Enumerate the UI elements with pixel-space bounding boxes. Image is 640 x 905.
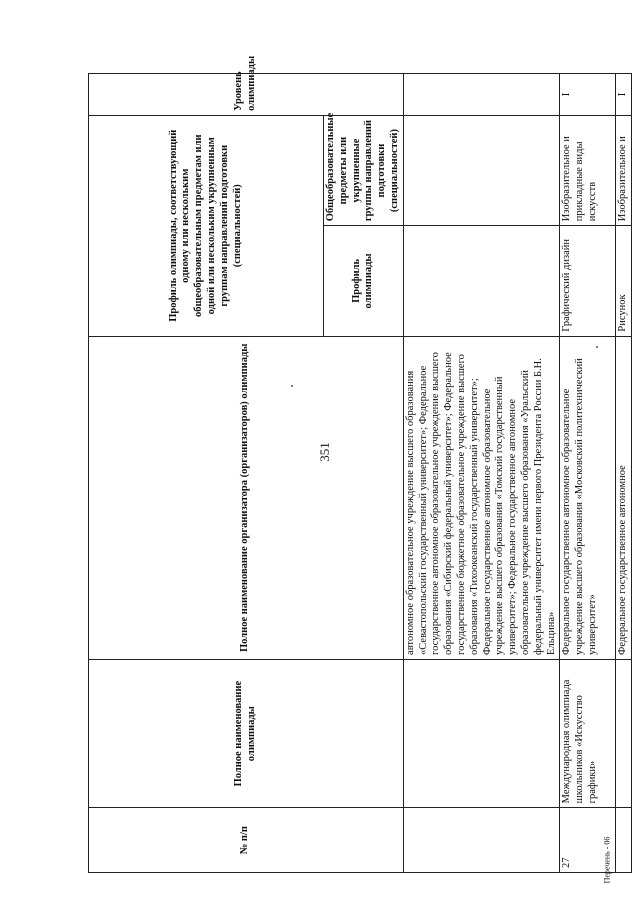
header-profile-group: Профиль олимпиады, соответствующий одному или нескольким общеобразовательным предметам или одной или нескольким укрупненным группам направлений подготовки (специальностей)	[89, 115, 324, 336]
table-row	[616, 74, 632, 873]
cell-organizer: автономное образовательное учреждение высшего образования «Севастопольский государственный университет»; Федеральное государственное автономное образовательное учреждение высшего образования «Сибирский федеральный университет»; Федеральное государственное бюджетное образовательное учреждение высшего образования «Тихоокеанский государственный университет»; Федеральное государственное автономное образовательное учреждение высшего образования «Томский государственный университет»; Федеральное государственное автономное образовательное учреждение высшего образования «Уральский федеральный университет имени первого Президента России Б.Н. Ельцина»	[403, 336, 560, 659]
cell-name	[403, 659, 560, 807]
cell-number	[403, 808, 560, 873]
header-number: № п/п	[89, 808, 404, 873]
header-profile: Профиль олимпиады	[324, 226, 404, 336]
olympiad-table	[88, 55, 632, 873]
cell-number: 27	[560, 808, 616, 873]
cell-number	[616, 808, 632, 873]
table-row	[403, 74, 560, 873]
cell-subjects: Изобразительное и прикладные виды искусств	[560, 115, 616, 225]
cell-level: I	[616, 74, 632, 116]
page-number: 351	[317, 442, 332, 462]
table-row	[560, 74, 616, 873]
cell-profile	[403, 226, 560, 336]
cell-name: Международная олимпиада школьников «Искусство графики»	[560, 659, 616, 807]
cell-subjects: Изобразительное и	[616, 115, 632, 225]
header-olympiad-name: Полное наименование олимпиады	[89, 659, 404, 807]
header-level: Уровень олимпиады	[89, 74, 404, 116]
cell-level: I	[560, 74, 616, 116]
cell-organizer: Федеральное государственное автономное образовательное учреждение высшего образования «Московский политехнический университет»	[560, 336, 616, 659]
cell-subjects	[403, 115, 560, 225]
header-subjects: Общеобразовательные предметы или укрупненные группы направлений подготовки (специальностей)	[324, 115, 404, 225]
footer-note: Перечень - 06	[602, 836, 612, 884]
cell-organizer: Федеральное государственное автономное	[616, 336, 632, 659]
header-organizer: Полное наименование организатора (организаторов) олимпиады	[89, 336, 404, 659]
cell-profile: Графический дизайн	[560, 226, 616, 336]
cell-level	[403, 74, 560, 116]
cell-name	[616, 659, 632, 807]
cell-profile: Рисунок	[616, 226, 632, 336]
